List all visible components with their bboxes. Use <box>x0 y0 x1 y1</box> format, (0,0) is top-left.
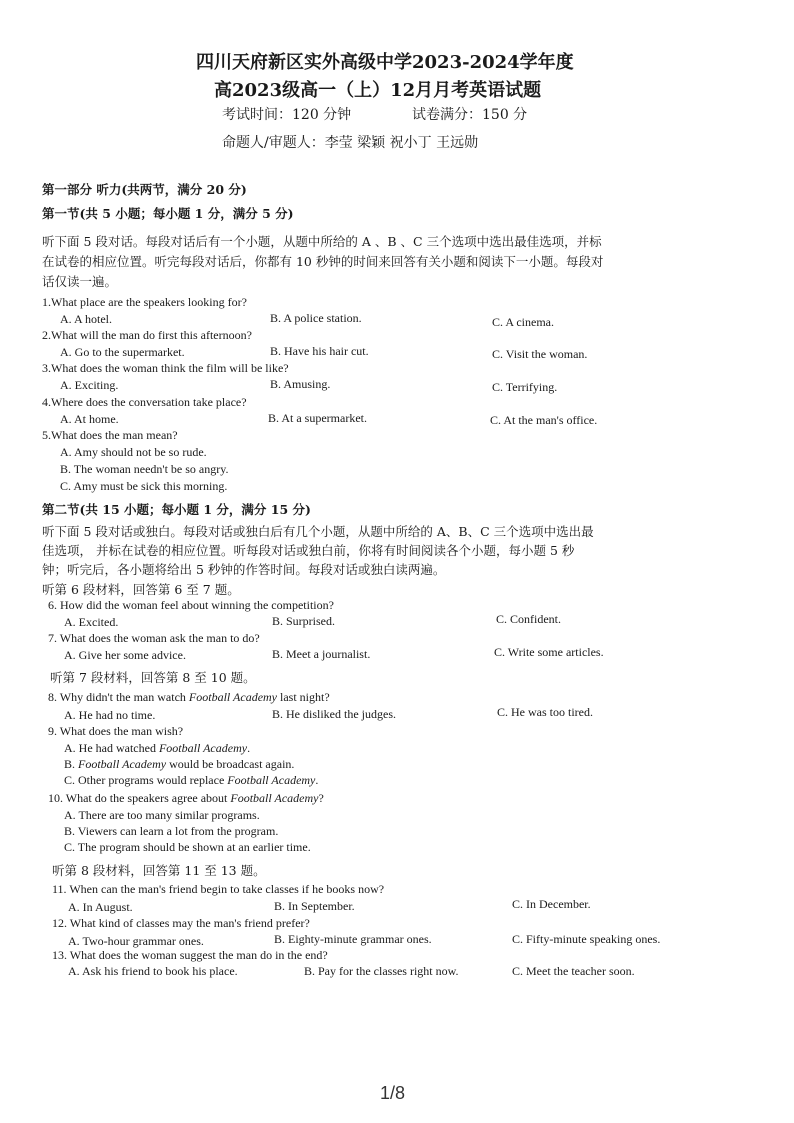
question-1-option-a: A. A hotel. <box>60 312 113 326</box>
question-2-option-a: A. Go to the supermarket. <box>60 345 185 359</box>
section2-instruction-line: 钟；听完后，各小题将给出 5 秒钟的作答时间。每段对话或独白读两遍。 <box>42 562 446 577</box>
question-13-stem: 13. What does the woman suggest the man do in the end? <box>52 948 328 962</box>
question-8-option-c: C. He was too tired. <box>497 705 593 719</box>
question-10-stem: 10. What do the speakers agree about Football Academy? <box>48 791 324 805</box>
question-12-option-c: C. Fifty-minute speaking ones. <box>512 932 661 946</box>
question-3-stem: 3.What does the woman think the film will be like? <box>42 361 289 375</box>
section2-instruction-line: 佳选项， 并标在试卷的相应位置。听每段对话或独白前，你将有时间阅读各个小题，每小题 5 秒 <box>42 543 575 558</box>
question-4-option-b: B. At a supermarket. <box>268 411 367 425</box>
question-13-option-c: C. Meet the teacher soon. <box>512 964 635 978</box>
question-12-stem: 12. What kind of classes may the man's friend prefer? <box>52 916 310 930</box>
material-8-heading: 听第 8 段材料，回答第 11 至 13 题。 <box>52 863 266 878</box>
question-7-option-a: A. Give her some advice. <box>64 648 186 662</box>
question-11-option-c: C. In December. <box>512 897 591 911</box>
question-4-option-c: C. At the man's office. <box>490 413 598 427</box>
question-3-option-b: B. Amusing. <box>270 377 331 391</box>
material-6-heading: 听第 6 段材料，回答第 6 至 7 题。 <box>42 582 240 597</box>
question-6-stem: 6. How did the woman feel about winning the competition? <box>48 598 334 612</box>
question-10-option-a: A. There are too many similar programs. <box>64 808 260 822</box>
question-10-option-b: B. Viewers can learn a lot from the program. <box>64 824 279 838</box>
question-11-stem: 11. When can the man's friend begin to take classes if he books now? <box>52 882 385 896</box>
question-8-stem: 8. Why didn't the man watch Football Academy last night? <box>48 690 330 704</box>
part1-heading: 第一部分 听力(共两节，满分 20 分) <box>42 182 247 197</box>
question-11-option-b: B. In September. <box>274 899 355 913</box>
question-9-option-a: A. He had watched Football Academy. <box>64 741 251 755</box>
exam-title-line1: 四川天府新区实外高级中学2023-2024学年度 <box>196 52 574 73</box>
page-number: 1/8 <box>380 1083 406 1103</box>
question-9-stem: 9. What does the man wish? <box>48 724 184 738</box>
section1-instruction-line: 话仅读一遍。 <box>42 274 118 289</box>
question-12-option-b: B. Eighty-minute grammar ones. <box>274 932 432 946</box>
exam-authors: 命题人/审题人：李莹 梁颖 祝小丁 王远勋 <box>222 135 479 151</box>
question-9-option-b: B. Football Academy would be broadcast again. <box>64 757 295 771</box>
question-5-option-c: C. Amy must be sick this morning. <box>60 479 228 493</box>
question-5-stem: 5.What does the man mean? <box>42 428 178 442</box>
question-2-option-b: B. Have his hair cut. <box>270 344 369 358</box>
question-7-option-c: C. Write some articles. <box>494 645 604 659</box>
question-2-stem: 2.What will the man do first this afternoon? <box>42 328 252 342</box>
question-3-option-a: A. Exciting. <box>60 378 119 392</box>
question-1-option-b: B. A police station. <box>270 311 362 325</box>
question-5-option-b: B. The woman needn't be so angry. <box>60 462 229 476</box>
exam-time: 考试时间：120 分钟 <box>222 107 352 123</box>
question-1-option-c: C. A cinema. <box>492 315 554 329</box>
question-6-option-b: B. Surprised. <box>272 614 335 628</box>
full-score: 试卷满分：150 分 <box>412 107 528 123</box>
section1-heading: 第一节(共 5 小题；每小题 1 分，满分 5 分) <box>42 206 294 221</box>
question-10-option-c: C. The program should be shown at an earlier time. <box>64 840 311 854</box>
question-7-option-b: B. Meet a journalist. <box>272 647 371 661</box>
question-5-option-a: A. Amy should not be so rude. <box>60 445 207 459</box>
question-11-option-a: A. In August. <box>68 900 133 914</box>
question-12-option-a: A. Two-hour grammar ones. <box>68 934 204 948</box>
question-1-stem: 1.What place are the speakers looking for? <box>42 295 247 309</box>
question-4-option-a: A. At home. <box>60 412 119 426</box>
section1-instruction-line: 听下面 5 段对话。每段对话后有一个小题，从题中所给的 A 、B 、C 三个选项中选出最佳选项，并标 <box>42 234 602 249</box>
section1-instruction-line: 在试卷的相应位置。听完每段对话后，你都有 10 秒钟的时间来回答有关小题和阅读下一小题。每段对 <box>42 254 604 269</box>
exam-title-line2: 高2023级高一（上）12月月考英语试题 <box>214 80 542 101</box>
question-4-stem: 4.Where does the conversation take place? <box>42 395 247 409</box>
material-7-heading: 听第 7 段材料，回答第 8 至 10 题。 <box>50 670 256 685</box>
question-6-option-a: A. Excited. <box>64 615 119 629</box>
section2-instruction-line: 听下面 5 段对话或独白。每段对话或独白后有几个小题，从题中所给的 A、B、C 三个选项中选出最 <box>42 524 594 539</box>
question-9-option-c: C. Other programs would replace Football Academy. <box>64 773 319 787</box>
question-8-option-a: A. He had no time. <box>64 708 156 722</box>
question-6-option-c: C. Confident. <box>496 612 561 626</box>
question-13-option-b: B. Pay for the classes right now. <box>304 964 459 978</box>
question-7-stem: 7. What does the woman ask the man to do? <box>48 631 260 645</box>
question-13-option-a: A. Ask his friend to book his place. <box>68 964 238 978</box>
question-2-option-c: C. Visit the woman. <box>492 347 588 361</box>
section2-heading: 第二节(共 15 小题；每小题 1 分，满分 15 分) <box>42 502 311 517</box>
question-3-option-c: C. Terrifying. <box>492 380 558 394</box>
question-8-option-b: B. He disliked the judges. <box>272 707 396 721</box>
